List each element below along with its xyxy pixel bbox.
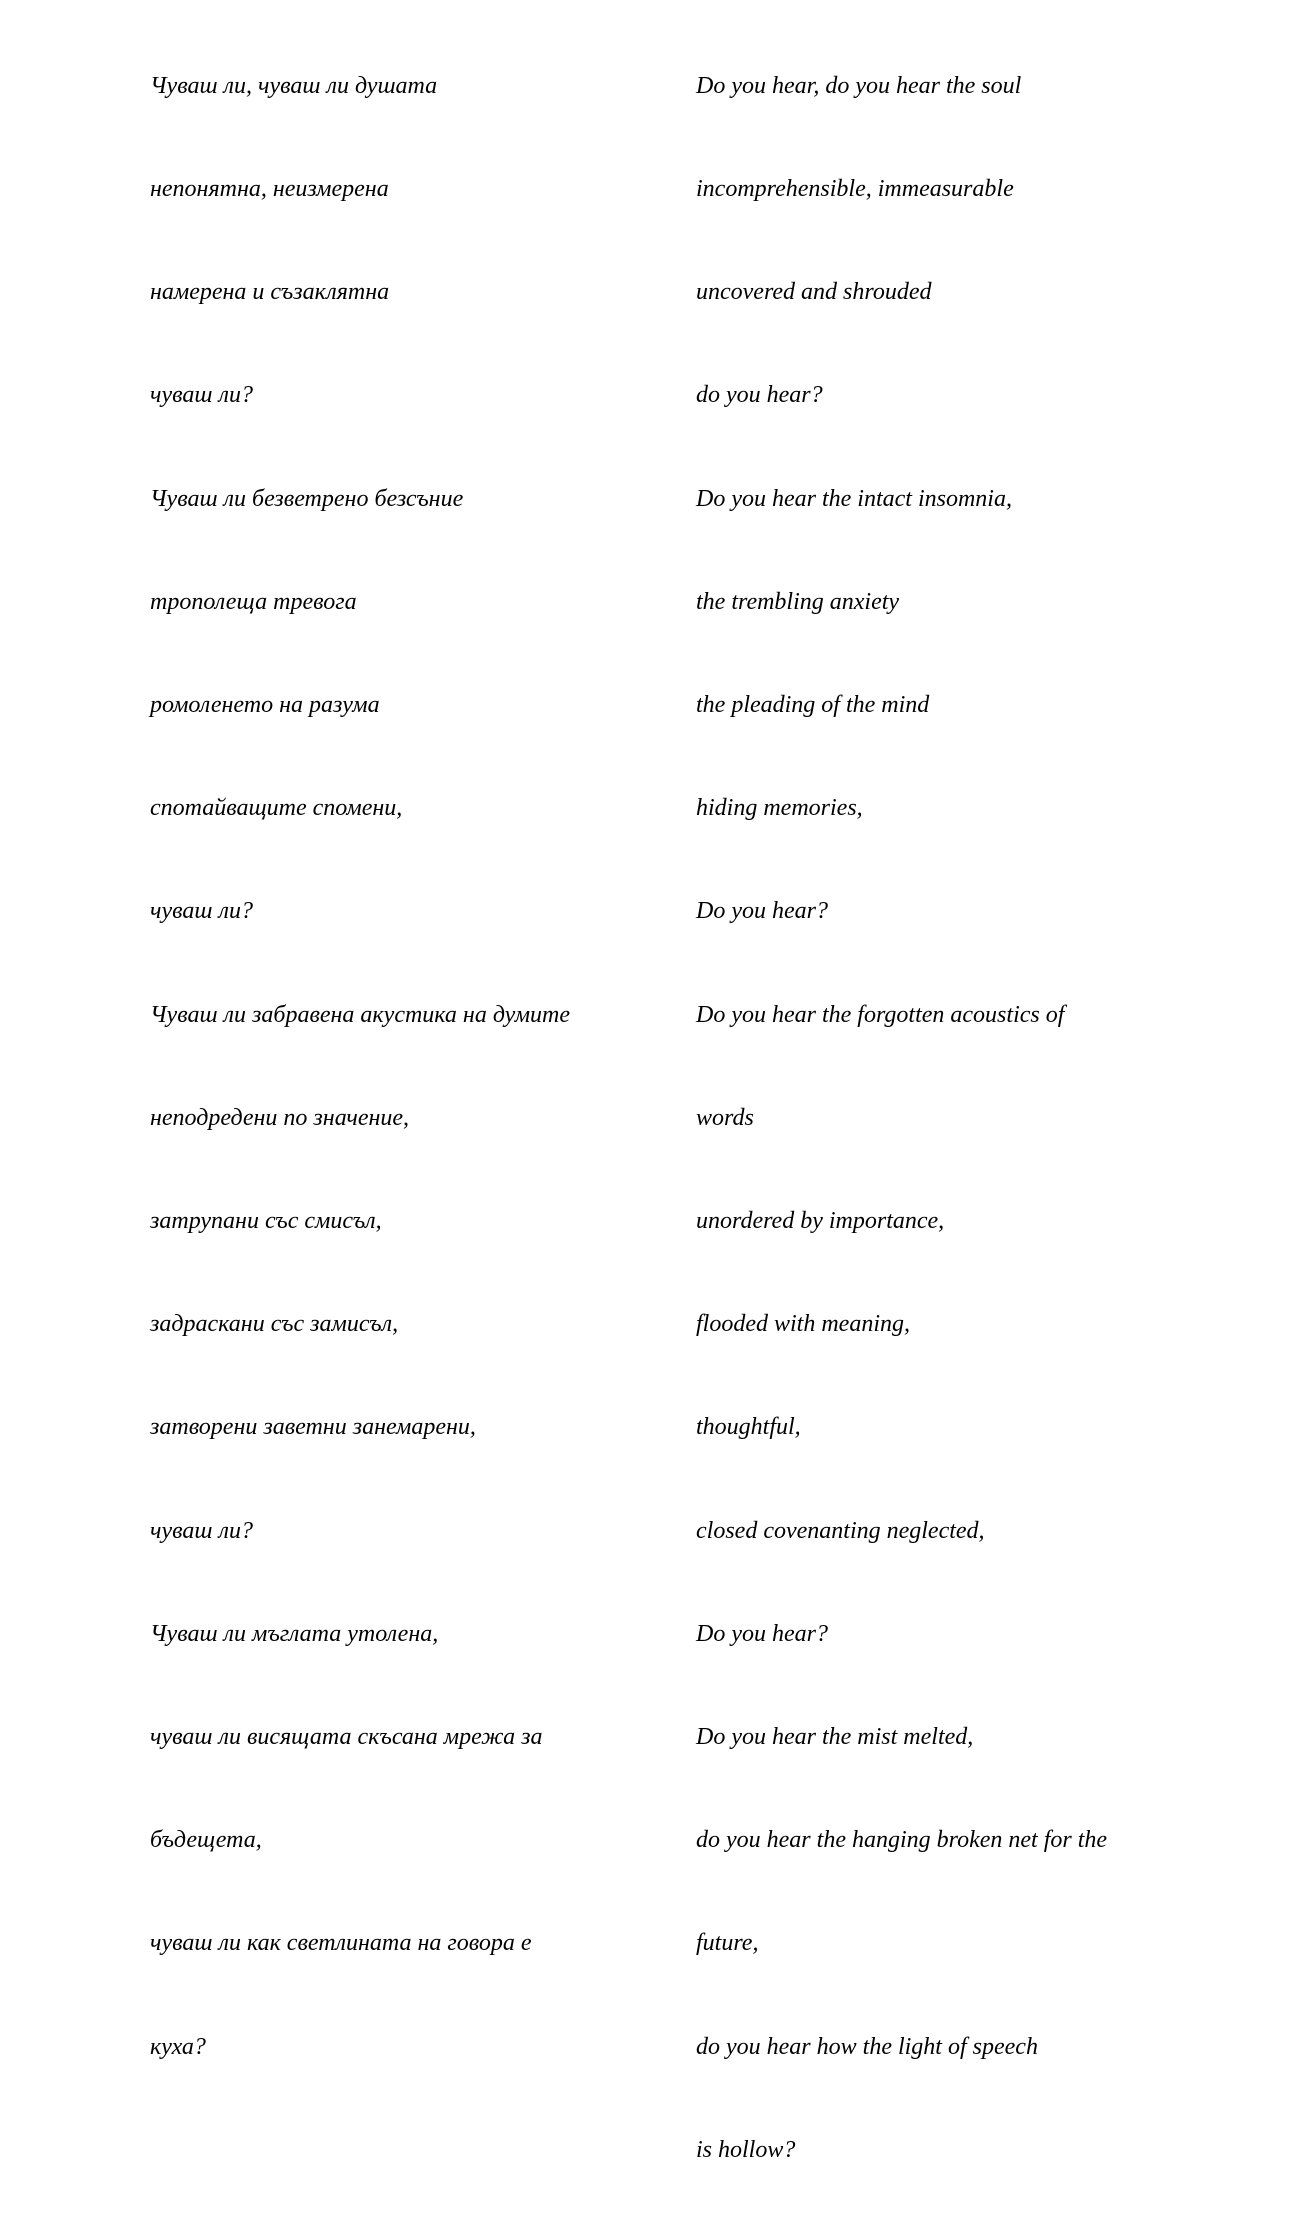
poem-line-en-18: do you hear the hanging broken net for the	[696, 1827, 1108, 1854]
poem-line-en-21: is hollow?	[696, 2136, 796, 2163]
poem-line-en-4: do you hear?	[696, 382, 823, 409]
poem-line-bg-12: затрупани със смисъл,	[150, 1208, 382, 1235]
poem-line-en-10: Do you hear the forgotten acoustics of	[696, 1001, 1065, 1028]
poem-line-en-14: thoughtful,	[696, 1414, 801, 1441]
poem-line-bg-5: Чуваш ли безветрено безсъние	[150, 485, 464, 512]
poem-line-bg-14: затворени заветни занемарени,	[150, 1414, 476, 1441]
poem-line-bg-17: чуваш ли висящата скъсана мрежа за	[150, 1724, 543, 1751]
english-poem-column	[696, 0, 1216, 2236]
poem-line-en-5: Do you hear the intact insomnia,	[696, 485, 1012, 512]
poem-line-bg-4: чуваш ли?	[150, 382, 253, 409]
poem-line-en-3: uncovered and shrouded	[696, 279, 932, 306]
poem-line-bg-10: Чуваш ли забравена акустика на думите	[150, 1001, 571, 1028]
poem-line-bg-15: чуваш ли?	[150, 1517, 253, 1544]
poem-line-en-8: hiding memories,	[696, 795, 863, 822]
bulgarian-poem-column	[150, 0, 650, 2133]
poem-line-en-6: the trembling anxiety	[696, 588, 900, 615]
poem-line-en-13: flooded with meaning,	[696, 1311, 910, 1338]
poem-line-bg-20: куха?	[150, 2033, 206, 2060]
poem-line-en-19: future,	[696, 1930, 759, 1957]
poem-line-en-9: Do you hear?	[696, 898, 828, 925]
poem-line-en-17: Do you hear the mist melted,	[696, 1724, 974, 1751]
poem-line-bg-16: Чуваш ли мъглата утолена,	[150, 1620, 439, 1647]
poem-line-en-11: words	[696, 1104, 754, 1131]
poem-line-bg-1: Чуваш ли, чуваш ли душата	[150, 72, 438, 99]
poem-line-bg-18: бъдещета,	[150, 1827, 262, 1854]
poem-line-bg-7: ромоленето на разума	[150, 692, 380, 719]
poem-line-bg-19: чуваш ли как светлината на говора е	[150, 1930, 532, 1957]
poem-line-bg-3: намерена и съзаклятна	[150, 279, 390, 306]
poem-line-en-16: Do you hear?	[696, 1620, 828, 1647]
poem-line-bg-13: задраскани със замисъл,	[150, 1311, 399, 1338]
poem-line-bg-2: непонятна, неизмерена	[150, 176, 389, 203]
poem-line-en-1: Do you hear, do you hear the soul	[696, 72, 1022, 99]
poem-line-en-12: unordered by importance,	[696, 1208, 945, 1235]
poem-line-bg-11: неподредени по значение,	[150, 1104, 410, 1131]
poem-line-en-20: do you hear how the light of speech	[696, 2033, 1038, 2060]
poem-line-en-15: closed covenanting neglected,	[696, 1517, 985, 1544]
poem-line-en-7: the pleading of the mind	[696, 692, 930, 719]
poem-line-bg-9: чуваш ли?	[150, 898, 253, 925]
poem-line-en-2: incomprehensible, immeasurable	[696, 176, 1014, 203]
poem-line-bg-8: спотайващите спомени,	[150, 795, 403, 822]
poem-line-bg-6: трополеща тревога	[150, 588, 357, 615]
